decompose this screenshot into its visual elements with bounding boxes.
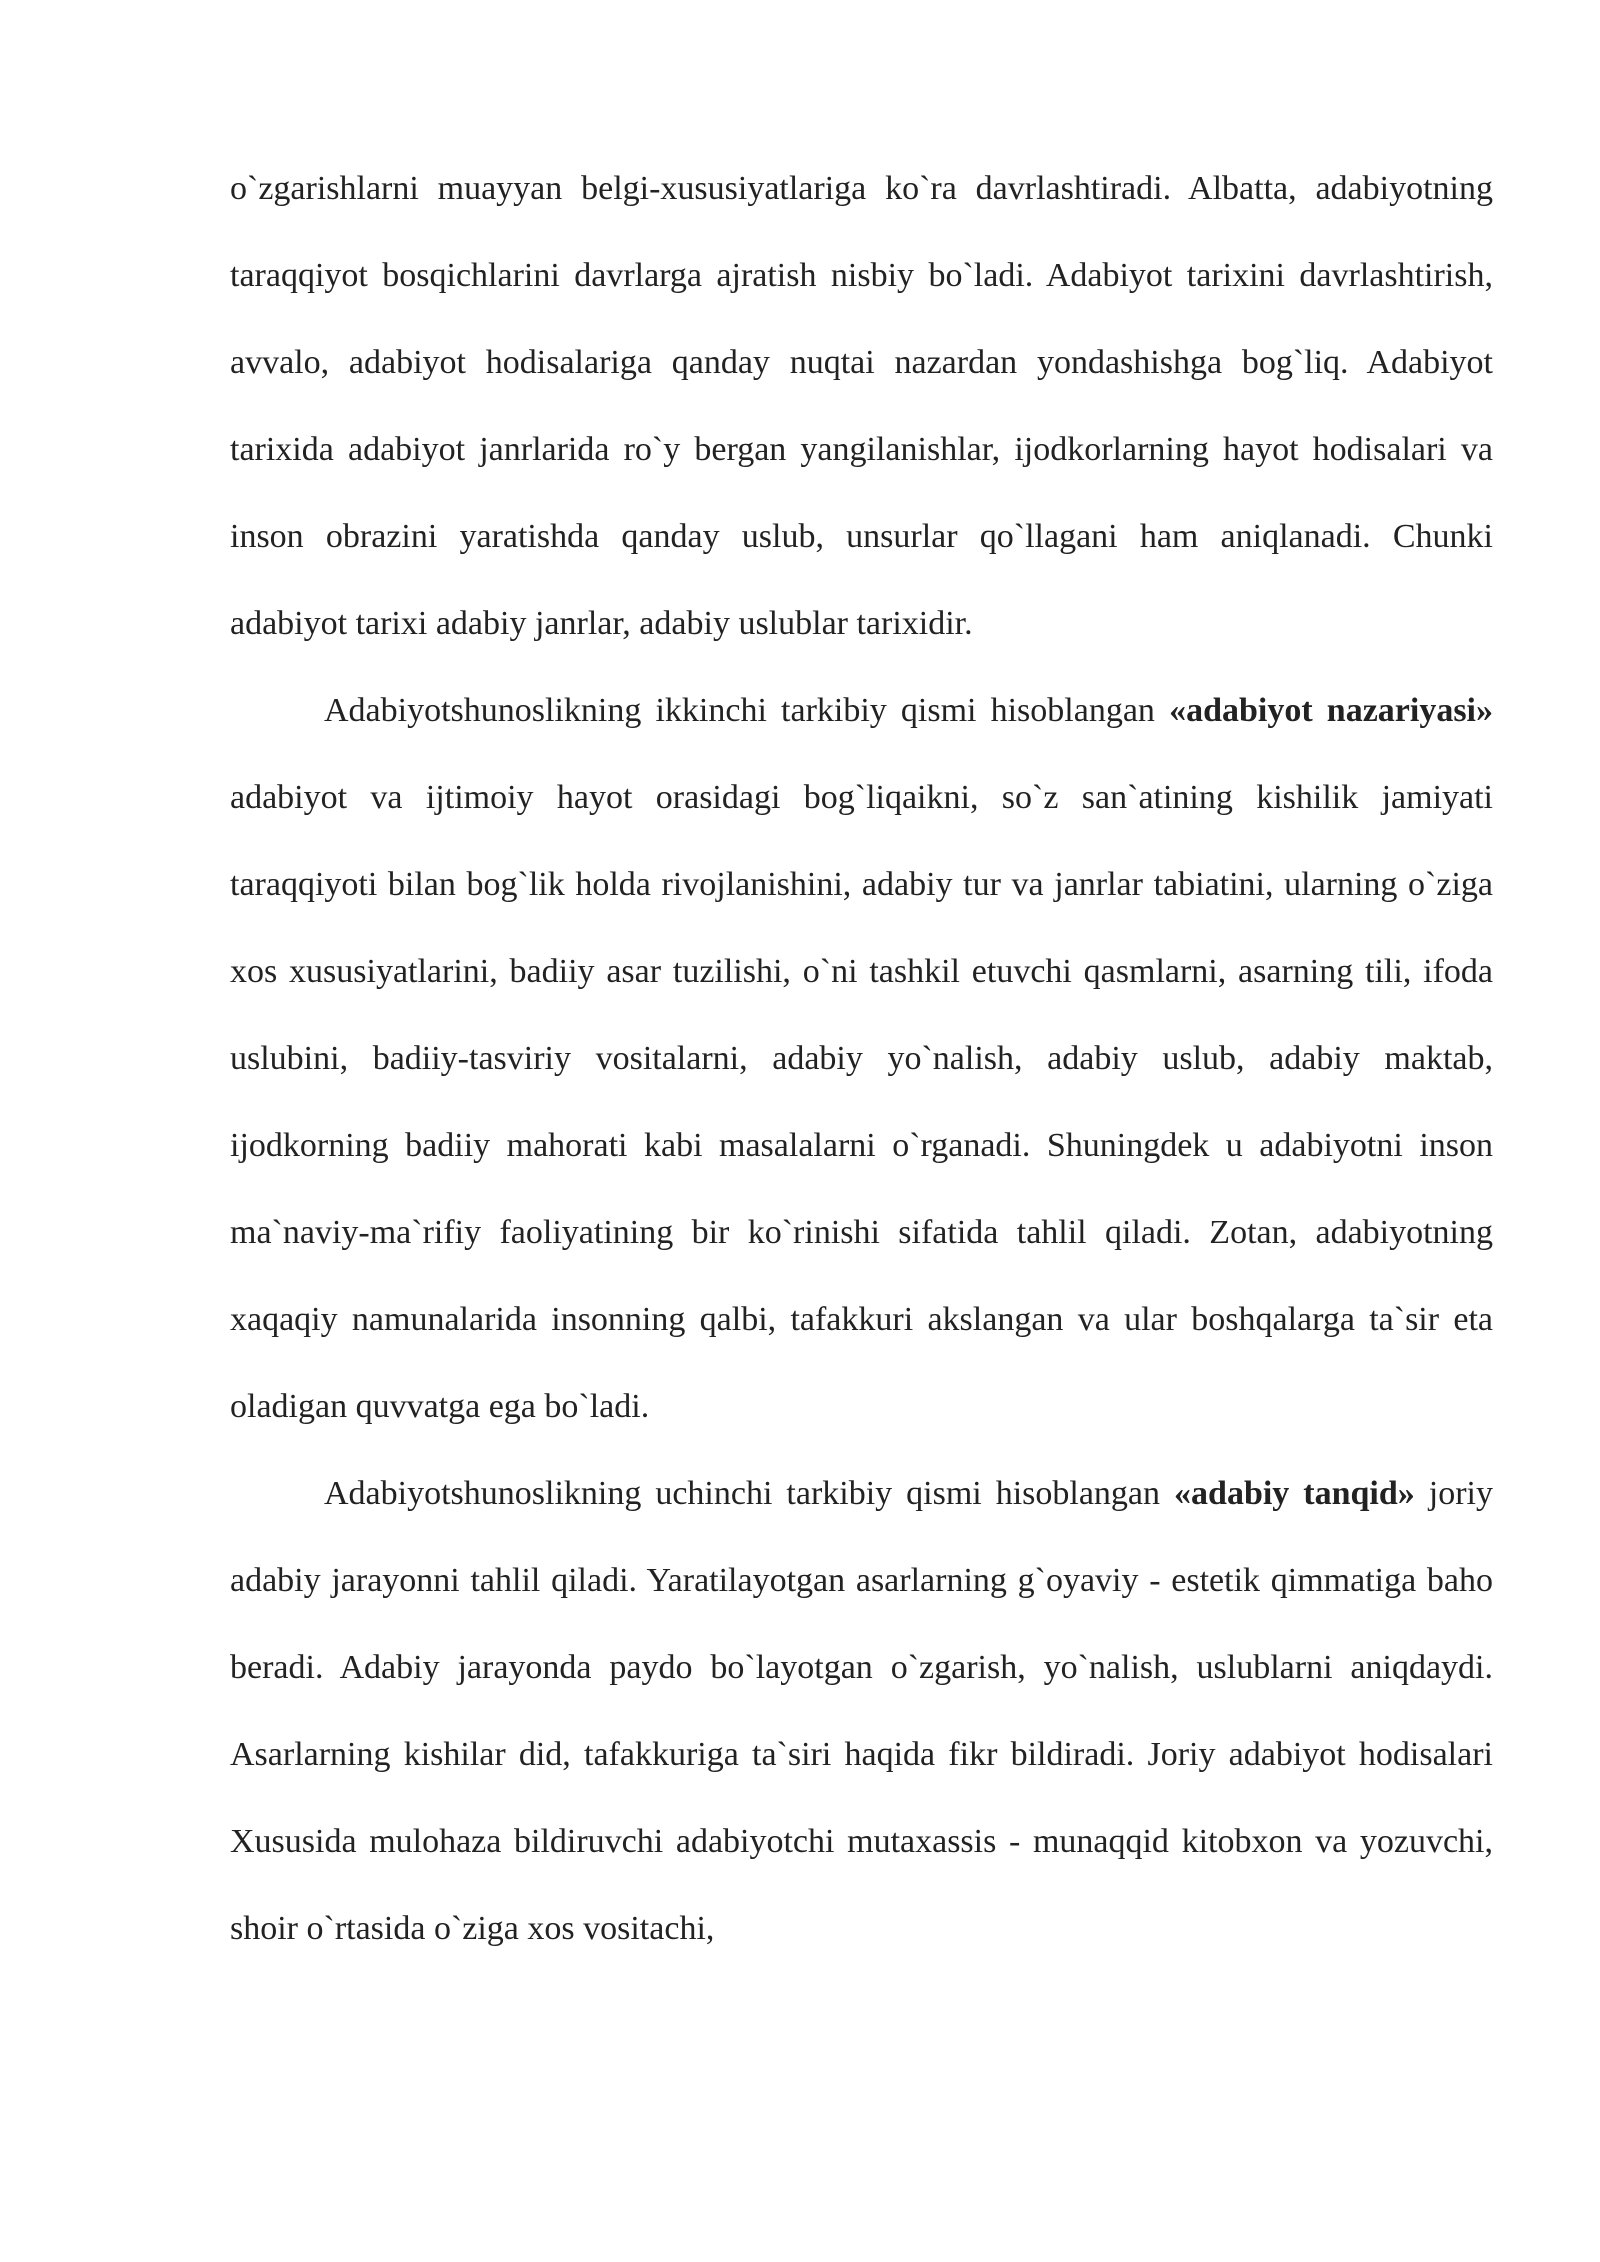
paragraph-text: Adabiyotshunoslikning uchinchi tarkibiy qismi hisoblangan bbox=[324, 1475, 1175, 1512]
paragraph-3 bbox=[230, 1450, 1493, 1972]
paragraph-text: o`zgarishlarni muayyan belgi-xususiyatlariga ko`ra davrlashtiradi. Albatta, adabiyotning taraqqiyot bosqichlarini davrlarga ajratish nisbiy bo`ladi. Adabiyot tarixini davrlashtirish, avvalo, adabiyot hodisalariga qanday nuqtai nazardan yondashishga bog`liq. Adabiyot tarixida adabiyot janrlarida ro`y bergan yangilanishlar, ijodkorlarning hayot hodisalari va inson obrazini yaratishda qanday uslub, unsurlar qo`llagani ham aniqlanadi. Chunki adabiyot tarixi adabiy janrlar, adabiy uslublar tarixidir. bbox=[230, 170, 1493, 642]
term-adabiyot-nazariyasi: «adabiyot nazariyasi» bbox=[1169, 692, 1493, 729]
paragraph-1 bbox=[230, 145, 1493, 667]
term-adabiy-tanqid: «adabiy tanqid» bbox=[1174, 1475, 1415, 1512]
paragraph-text: joriy adabiy jarayonni tahlil qiladi. Yaratilayotgan asarlarning g`oyaviy - estetik qimmatiga baho beradi. Adabiy jarayonda paydo bo`layotgan o`zgarish, yo`nalish, uslublarni aniqdaydi. Asarlarning kishilar did, tafakkuriga ta`siri haqida fikr bildiradi. Joriy adabiyot hodisalari Xususida mulohaza bildiruvchi adabiyotchi mutaxassis - munaqqid kitobxon va yozuvchi, shoir o`rtasida o`ziga xos vositachi, bbox=[230, 1475, 1494, 1947]
document-page bbox=[230, 145, 1493, 1972]
paragraph-2 bbox=[230, 667, 1493, 1450]
paragraph-text: adabiyot va ijtimoiy hayot orasidagi bog`liqaikni, so`z san`atining kishilik jamiyati taraqqiyoti bilan bog`lik holda rivojlanishini, adabiy tur va janrlar tabiatini, ularning o`ziga xos xususiyatlarini, badiiy asar tuzilishi, o`ni tashkil etuvchi qasmlarni, asarning tili, ifoda uslubini, badiiy-tasviriy vositalarni, adabiy yo`nalish, adabiy uslub, adabiy maktab, ijodkorning badiiy mahorati kabi masalalarni o`rganadi. Shuningdek u adabiyotni inson ma`naviy-ma`rifiy faoliyatining bir ko`rinishi sifatida tahlil qiladi. Zotan, adabiyotning xaqaqiy namunalarida insonning qalbi, tafakkuri akslangan va ular boshqalarga ta`sir eta oladigan quvvatga ega bo`ladi. bbox=[230, 779, 1493, 1425]
paragraph-text: Adabiyotshunoslikning ikkinchi tarkibiy qismi hisoblangan bbox=[324, 692, 1170, 729]
